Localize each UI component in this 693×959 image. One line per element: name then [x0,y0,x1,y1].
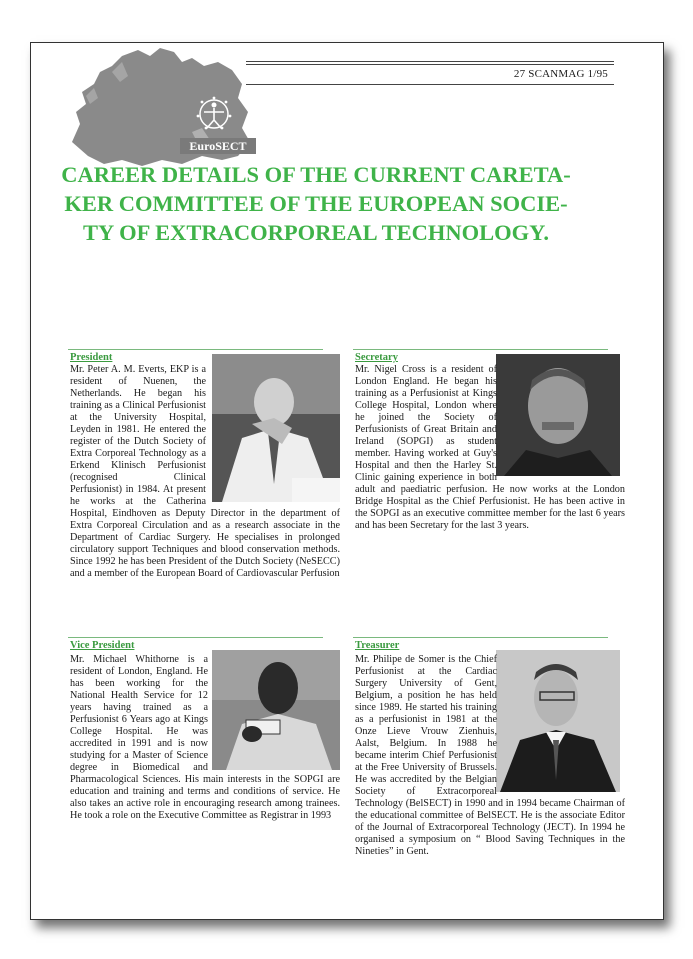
vice-president-bio [70,654,340,884]
page-title [36,160,596,247]
photo-wrap-spacer [206,364,340,504]
president-bio [70,364,340,624]
europe-map-icon [42,32,262,172]
vice-president-label: Vice President [70,640,135,651]
title-line-2: KER COMMITTEE OF THE EUROPEAN SOCIE- [64,191,568,216]
treasurer-label: Treasurer [355,640,400,651]
header-divider [246,84,614,85]
photo-wrap-spacer [497,654,625,790]
secretary-bio-text: Mr. Nigel Cross is a resident of London England. He began his training as a Perfusionist at Kings College Hospital, London where he joined the Society of Perfusionists of Great Britain and Ireland (SOPGI) as student member. Having worked at Guy's Hospital and then the Harley St. Clinic gaining experience in both adult and paediatric perfusion. He now works at the London Bridge Hospital as the Chief Perfusionist. He has been active in the SOPGI as an executive committee member for the last 6 years and has been Secretary for the last 3 years. [355,364,625,531]
title-line-1: CAREER DETAILS OF THE CURRENT CARETA- [61,162,571,187]
vice-president-bio-text: Mr. Michael Whithorne is a resident of London, England. He has been working for the National Health Service for 12 years having trained as a Perfusionist 6 Years ago at Kings College Hospital. He was accredited in 1991 and is now studying for a Master of Science degree in Biomedical and Pharmacological Sciences. His main interests in the SOPGI are education and training and terms and conditions of service. He also takes an active role in encouraging research among trainees. He took a role on the Executive Committee as Registrar in 1993 [70,654,340,821]
header-rules [246,61,614,65]
president-label: President [70,352,113,363]
secretary-bio [355,364,625,584]
photo-wrap-spacer [208,654,340,766]
president-bio-text: Mr. Peter A. M. Everts, EKP is a resident of Nuenen, the Netherlands. He began his training as a Clinical Perfusionist at the University Hospital, Leyden in 1981. He entered the register of the Dutch Society of Extra Corporeal Technology as a Erkend Klinisch Perfusionist (recognised Clinical Perfusionist) in 1984. At present he works at the Catherina Hospital, Eindhoven as Deputy Director in the department of Extra Corporeal Circulation and as a research associate in the Department of Cardiac Surgery. He specialises in prolonged circulatory support Techniques and blood conservation methods. Since 1992 he has been President of the Dutch Society (NeSECC) and a member of the European Board of Cardiovascular Perfusion [70,364,340,579]
logo-text: EuroSECT [189,139,247,153]
secretary-label: Secretary [355,352,398,363]
title-line-3: TY OF EXTRACORPOREAL TECHNOLOGY. [83,220,549,245]
photo-wrap-spacer [497,364,625,476]
treasurer-bio [355,654,625,890]
page-reference: 27 SCANMAG 1/95 [513,68,608,80]
eurosect-logo [42,32,262,172]
treasurer-bio-text: Mr. Philipe de Somer is the Chief Perfusionist at the Cardiac Surgery University of Gent, Belgium, a position he has held since 1989. He started his training as a perfusionist in 1981 at the Onze Lieve Vrouw Zienhuis, Aalst, Belgium. In 1988 he became interim Chief Perfusionist at the Free University of Brussels. He was accredited by the Belgian Society of Extracorporeal Technology (BelSECT) in 1990 and in 1994 became Chairman of the educational committee of BelSECT. He is the associate Editor of the Journal of Extracorporeal Technology (JECT). In 1994 he organised a symposium on “ Blood Saving Techniques in the Nineties” in Gent. [355,654,625,857]
